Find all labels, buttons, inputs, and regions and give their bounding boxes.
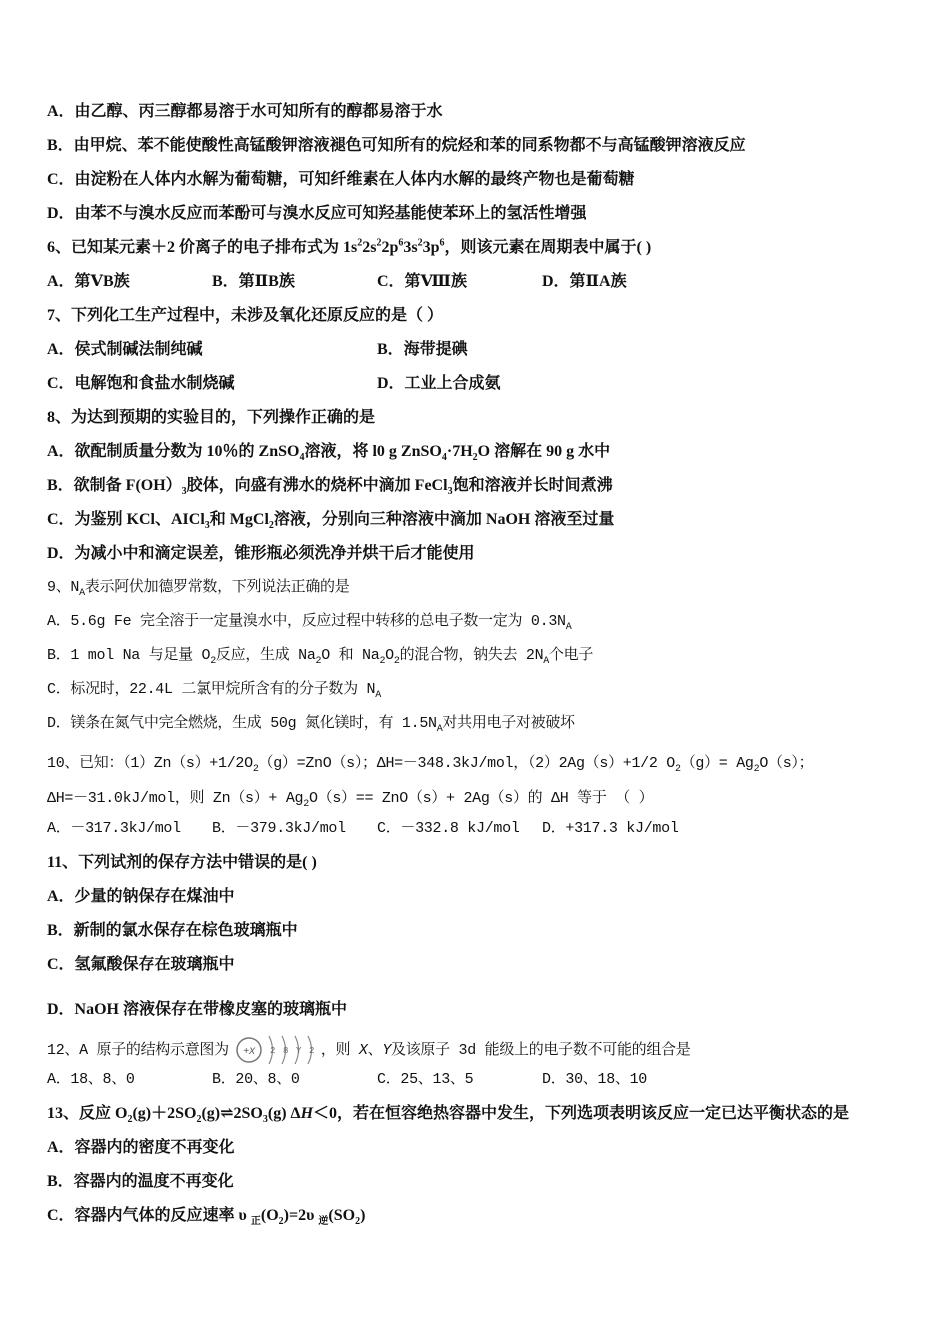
text-run: O（s）； xyxy=(759,755,814,772)
document-line xyxy=(47,850,927,884)
subscript: 2 xyxy=(355,1216,361,1228)
text-run: 8、为达到预期的实验目的，下列操作正确的是 xyxy=(47,409,376,426)
text-run: ＜0，若在恒容绝热容器中发生，下列选项表明该反应一定已达平衡状态的是 xyxy=(313,1105,850,1122)
text-run: B．欲制备 F(OH） xyxy=(47,477,182,494)
subscript: 2 xyxy=(315,656,322,667)
text-run: 2s xyxy=(362,239,377,256)
subscript: 2 xyxy=(252,764,259,775)
answer-option xyxy=(212,1067,300,1093)
answer-option xyxy=(47,371,235,397)
atom-shell-electrons: Y xyxy=(295,1046,301,1056)
text-run: A．由乙醇、丙三醇都易溶于水可知所有的醇都易溶于水 xyxy=(47,103,443,120)
text-run: C．电解饱和食盐水制烧碱 xyxy=(47,375,235,392)
subscript: 2 xyxy=(268,520,274,532)
text-run: D．镁条在氮气中完全燃烧，生成 50g 氮化镁时，有 1.5N xyxy=(47,715,437,732)
subscript: 2 xyxy=(278,1216,284,1228)
document-line xyxy=(47,507,927,541)
atom-shell-electrons: 2 xyxy=(269,1046,275,1056)
line-text xyxy=(47,1135,235,1161)
text-run: A．－317.3kJ/mol xyxy=(47,820,181,837)
text-run: B．第ⅡB族 xyxy=(212,273,295,290)
subscript: 4 xyxy=(441,452,447,464)
line-text xyxy=(47,677,381,703)
answer-option xyxy=(377,1067,473,1093)
subscript: 2 xyxy=(393,656,400,667)
text-run: 的混合物，钠失去 2N xyxy=(399,647,544,664)
answer-option xyxy=(47,337,203,363)
subscript: A xyxy=(375,690,381,701)
subscript: 3 xyxy=(262,1114,268,1126)
document-line xyxy=(47,303,927,337)
line-text xyxy=(47,235,651,261)
text-run: A．第ⅤB族 xyxy=(47,273,130,290)
italic-symbol: X xyxy=(358,1041,368,1059)
document-line xyxy=(47,711,927,745)
text-run: A．侯式制碱法制纯碱 xyxy=(47,341,203,358)
subscript: 2 xyxy=(674,764,681,775)
subscript: A xyxy=(543,656,549,667)
text-run: B．20、8、0 xyxy=(212,1071,300,1088)
text-run: (SO xyxy=(328,1207,356,1224)
line-text xyxy=(47,1169,234,1195)
text-run: (O xyxy=(260,1207,279,1224)
text-run: 个电子 xyxy=(548,647,594,664)
line-text xyxy=(47,609,571,635)
text-run: C．容器内气体的反应速率 υ xyxy=(47,1207,251,1224)
text-run: A．欲配制质量分数为 10％的 ZnSO xyxy=(47,443,300,460)
text-run: 7、下列化工生产过程中，未涉及氧化还原反应的是（ ） xyxy=(47,307,444,324)
text-run: A．少量的钠保存在煤油中 xyxy=(47,888,235,905)
superscript: 2 xyxy=(357,237,363,249)
superscript: 2 xyxy=(376,237,382,249)
text-run: )=2υ xyxy=(283,1207,319,1224)
line-text xyxy=(47,1203,365,1229)
text-run: 13、反应 O xyxy=(47,1105,128,1122)
text-run: （g）= Ag xyxy=(680,755,754,772)
text-run: 溶液，将 l0 g ZnSO xyxy=(304,443,442,460)
text-run: ) xyxy=(360,1207,366,1224)
line-text xyxy=(47,952,235,978)
document-line xyxy=(47,405,927,439)
exam-document xyxy=(47,99,927,1237)
line-text xyxy=(47,201,587,227)
superscript: 6 xyxy=(439,237,445,249)
line-text xyxy=(47,473,613,499)
subscript: 2 xyxy=(472,452,478,464)
line-text xyxy=(47,167,635,193)
line-text xyxy=(47,1101,849,1127)
answer-option xyxy=(542,1067,647,1093)
text-run: 及该原子 3d 能级上的电子数不可能的组合是 xyxy=(391,1041,691,1059)
subscript: 2 xyxy=(127,1114,133,1126)
subscript: 4 xyxy=(299,452,305,464)
document-line xyxy=(47,643,927,677)
text-run: D．为减小中和滴定误差，锥形瓶必须洗净并烘干后才能使用 xyxy=(47,545,475,562)
line-text xyxy=(47,986,347,1033)
text-run: 表示阿伏加德罗常数，下列说法正确的是 xyxy=(84,579,350,596)
subscript: A xyxy=(436,724,443,735)
atom-shell-electrons: 2 xyxy=(308,1046,314,1056)
answer-option xyxy=(212,816,346,842)
text-run: 对共用电子对被破坏 xyxy=(442,715,575,732)
text-run: C．为鉴别 KCl、AICl xyxy=(47,511,205,528)
text-run: （g）=ZnO（s）；ΔH=－348.3kJ/mol，（2）2Ag（s）+1/2 O xyxy=(258,755,675,772)
text-run: ，则 xyxy=(320,1041,359,1059)
document-line xyxy=(47,167,927,201)
text-run: O 和 Na xyxy=(321,647,380,664)
atom-nucleus-label: +X xyxy=(243,1047,255,1058)
text-run: D．由苯不与溴水反应而苯酚可与溴水反应可知羟基能使苯环上的氢活性增强 xyxy=(47,205,587,222)
text-run: 11、下列试剂的保存方法中错误的是( ) xyxy=(47,854,317,871)
text-run: C．由淀粉在人体内水解为葡萄糖，可知纤维素在人体内水解的最终产物也是葡萄糖 xyxy=(47,171,635,188)
document-line xyxy=(47,816,927,850)
superscript: 2 xyxy=(417,237,423,249)
subscript: 2 xyxy=(196,1114,202,1126)
text-run: C．25、13、5 xyxy=(377,1071,474,1088)
text-run: A．5.6g Fe 完全溶于一定量溴水中，反应过程中转移的总电子数一定为 0.3N xyxy=(47,613,566,630)
text-run: 12、A 原子的结构示意图为 xyxy=(47,1041,229,1059)
document-line xyxy=(47,677,927,711)
italic-symbol: H xyxy=(300,1105,314,1122)
document-line xyxy=(47,133,927,167)
document-line xyxy=(47,986,927,1033)
line-text xyxy=(47,507,614,533)
answer-option xyxy=(47,1067,135,1093)
document-line xyxy=(47,371,927,405)
line-text xyxy=(47,850,317,876)
document-line xyxy=(47,201,927,235)
document-line xyxy=(47,745,927,782)
document-line xyxy=(47,1135,927,1169)
text-run: B．1 mol Na 与足量 O xyxy=(47,647,211,664)
line-text xyxy=(47,1033,690,1067)
text-run: 2p xyxy=(381,239,399,256)
italic-symbol: Y xyxy=(382,1041,392,1059)
subscript: 2 xyxy=(210,656,216,667)
text-run: (g) Δ xyxy=(267,1105,301,1122)
document-line xyxy=(47,884,927,918)
subscript: 3 xyxy=(447,486,453,498)
line-text xyxy=(47,303,443,329)
line-text xyxy=(47,745,813,782)
line-text xyxy=(47,782,653,816)
document-line xyxy=(47,269,927,303)
document-line xyxy=(47,1067,927,1101)
text-run: ，则该元素在周期表中属于( ) xyxy=(444,239,652,256)
text-run: O（s）== ZnO（s）+ 2Ag（s）的 ΔH 等于 （ ） xyxy=(308,790,654,807)
document-line xyxy=(47,1169,927,1203)
text-run: C．－332.8 kJ/mol xyxy=(377,820,520,837)
line-text xyxy=(47,711,575,737)
text-run: 3p xyxy=(422,239,440,256)
answer-option xyxy=(212,269,295,295)
line-text xyxy=(47,884,235,910)
answer-option xyxy=(47,269,130,295)
text-run: ΔH=－31.0kJ/mol，则 Zn（s）+ Ag xyxy=(47,790,304,807)
text-run: C．氢氟酸保存在玻璃瓶中 xyxy=(47,956,235,973)
answer-option xyxy=(542,269,627,295)
text-run: 6、已知某元素＋2 价离子的电子排布式为 1s xyxy=(47,239,358,256)
text-run: D．第ⅡA族 xyxy=(542,273,627,290)
text-run: D．30、18、10 xyxy=(542,1071,648,1088)
subscript: 2 xyxy=(379,656,386,667)
subscript: A xyxy=(79,588,85,599)
text-run: 溶液，分别向三种溶液中滴加 NaOH 溶液至过量 xyxy=(273,511,615,528)
document-line xyxy=(47,235,927,269)
superscript: 6 xyxy=(398,237,404,249)
line-text xyxy=(47,643,593,669)
text-run: B．海带提碘 xyxy=(377,341,468,358)
text-run: 和 MgCl xyxy=(209,511,269,528)
text-run: 反应，生成 Na xyxy=(215,647,316,664)
text-run: 10、已知：（1）Zn（s）+1/2O xyxy=(47,755,253,772)
answer-option xyxy=(542,816,679,842)
line-text xyxy=(47,541,475,567)
atom-shell-electrons: 8 xyxy=(282,1046,288,1056)
text-run: D．工业上合成氨 xyxy=(377,375,501,392)
answer-option xyxy=(377,337,468,363)
text-run: B．由甲烷、苯不能使酸性高锰酸钾溶液褪色可知所有的烷烃和苯的同系物都不与高锰酸钾溶液反应 xyxy=(47,137,746,154)
text-run: ·7H xyxy=(446,443,473,460)
text-run: C．第Ⅷ族 xyxy=(377,273,467,290)
answer-option xyxy=(377,816,520,842)
subscript: 3 xyxy=(181,486,187,498)
document-line xyxy=(47,1101,927,1135)
text-run: B．新制的氯水保存在棕色玻璃瓶中 xyxy=(47,922,298,939)
text-run: (g)⇌2SO xyxy=(201,1105,263,1122)
subscript: 2 xyxy=(753,764,760,775)
text-run: 饱和溶液并长时间煮沸 xyxy=(452,477,613,494)
line-text xyxy=(47,99,443,125)
text-run: 9、N xyxy=(47,579,80,596)
subscript: 正 xyxy=(250,1216,261,1228)
text-run: C．标况时，22.4L 二氯甲烷所含有的分子数为 N xyxy=(47,681,376,698)
document-line xyxy=(47,473,927,507)
text-run: A．18、8、0 xyxy=(47,1071,135,1088)
subscript: 3 xyxy=(204,520,210,532)
document-line xyxy=(47,609,927,643)
answer-option xyxy=(377,371,501,397)
document-line xyxy=(47,575,927,609)
text-run: (g)＋2SO xyxy=(132,1105,197,1122)
text-run: O 溶解在 90 g 水中 xyxy=(477,443,611,460)
text-run: 3s xyxy=(403,239,418,256)
text-run: D．NaOH 溶液保存在带橡皮塞的玻璃瓶中 xyxy=(47,1001,348,1018)
subscript: 逆 xyxy=(318,1216,329,1228)
document-line xyxy=(47,99,927,133)
document-line xyxy=(47,782,927,816)
answer-option xyxy=(377,269,467,295)
answer-option xyxy=(47,816,181,842)
text-run: D．+317.3 kJ/mol xyxy=(542,820,679,837)
text-run: O xyxy=(385,647,394,664)
document-line xyxy=(47,337,927,371)
text-run: 、 xyxy=(367,1041,383,1059)
subscript: A xyxy=(565,622,572,633)
line-text xyxy=(47,133,746,159)
subscript: 2 xyxy=(303,799,309,810)
line-text xyxy=(47,575,349,601)
line-text xyxy=(47,405,375,431)
text-run: A．容器内的密度不再变化 xyxy=(47,1139,235,1156)
document-line xyxy=(47,1033,927,1067)
line-text xyxy=(47,439,610,465)
text-run: B．容器内的温度不再变化 xyxy=(47,1173,234,1190)
line-text xyxy=(47,918,298,944)
text-run: 胶体，向盛有沸水的烧杯中滴加 FeCl xyxy=(186,477,448,494)
document-line xyxy=(47,1203,927,1237)
document-line xyxy=(47,952,927,986)
document-line xyxy=(47,439,927,473)
text-run: B．－379.3kJ/mol xyxy=(212,820,346,837)
document-line xyxy=(47,541,927,575)
document-line xyxy=(47,918,927,952)
atom-structure-diagram xyxy=(233,1033,317,1067)
